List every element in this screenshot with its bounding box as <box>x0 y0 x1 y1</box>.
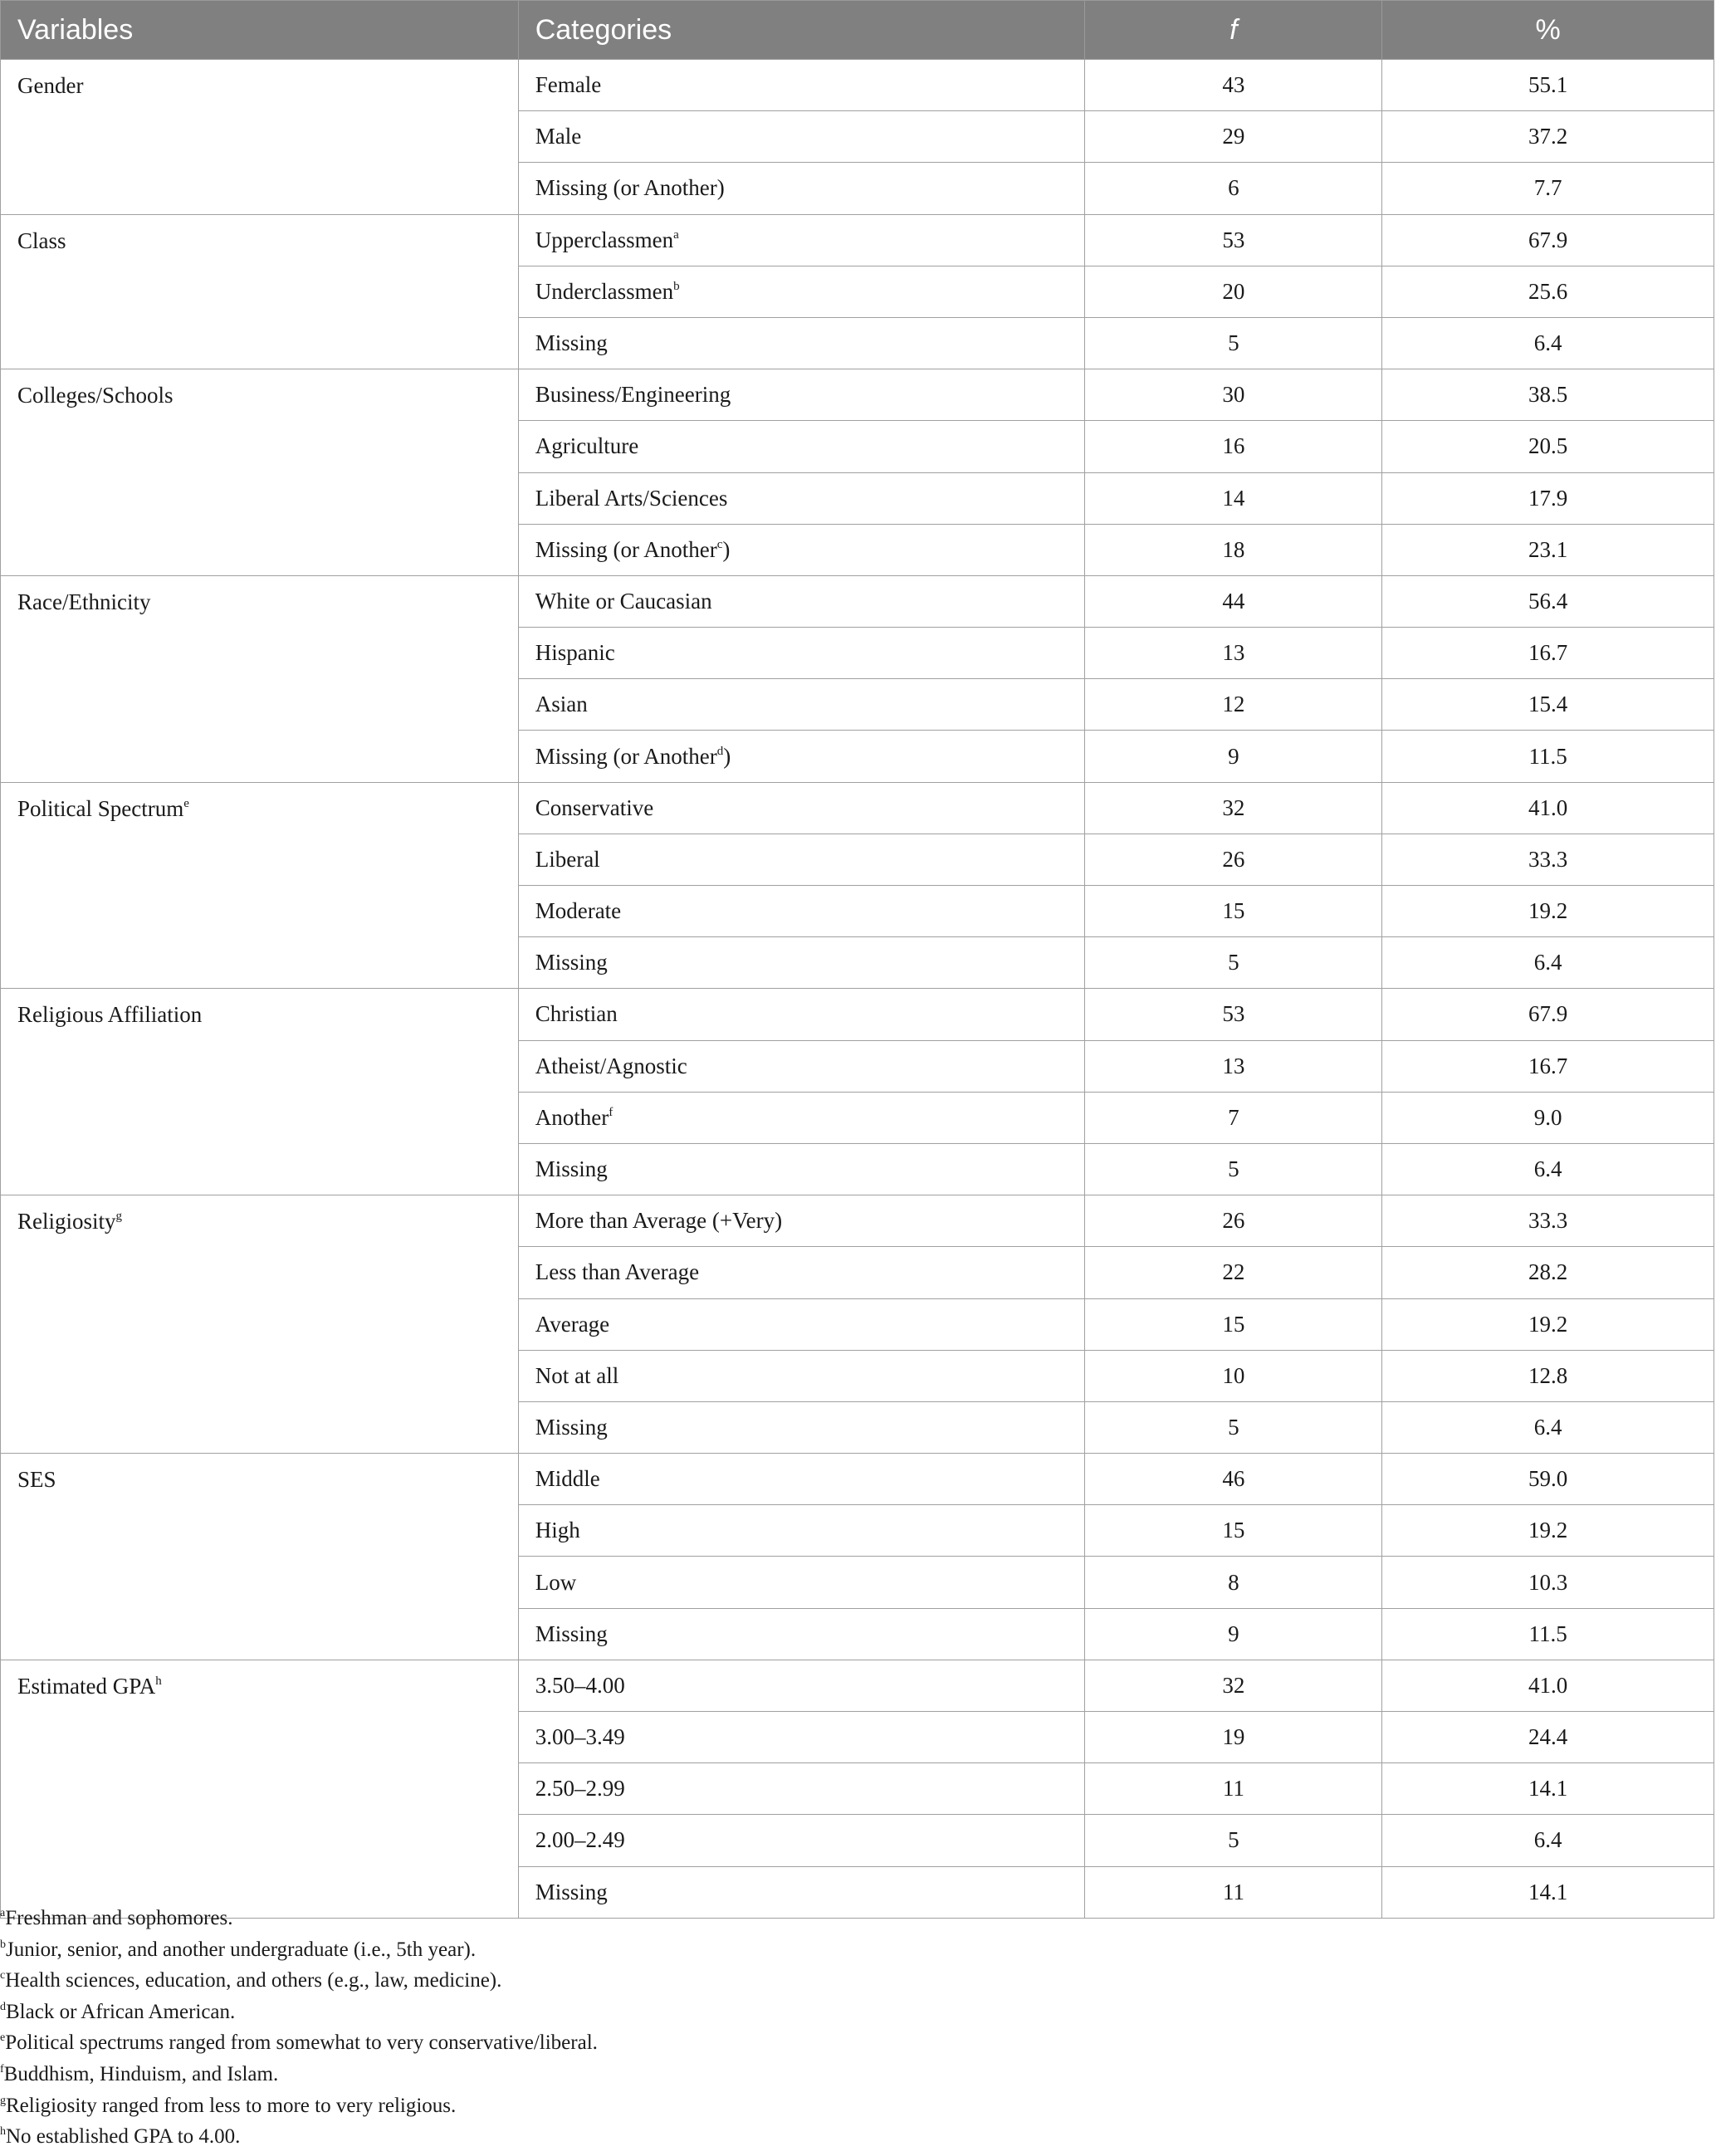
frequency-cell: 46 <box>1085 1454 1382 1505</box>
category-cell <box>518 886 1085 937</box>
table-row <box>1 60 1714 111</box>
category-label: Less than Average <box>535 1259 700 1285</box>
category-label: White or Caucasian <box>535 588 712 614</box>
footnote-text: Black or African American. <box>6 2000 236 2023</box>
percent-cell: 16.7 <box>1382 1040 1714 1092</box>
category-label: Male <box>535 124 582 149</box>
percent-cell: 41.0 <box>1382 782 1714 834</box>
variable-label: Religious Affiliation <box>17 1002 203 1028</box>
frequency-cell: 15 <box>1085 886 1382 937</box>
frequency-cell: 7 <box>1085 1092 1382 1143</box>
table-row <box>1 1660 1714 1711</box>
category-cell <box>518 1143 1085 1195</box>
category-cell <box>518 1454 1085 1505</box>
category-cell <box>518 1092 1085 1143</box>
percent-cell: 23.1 <box>1382 524 1714 575</box>
category-cell <box>518 1350 1085 1401</box>
category-label: Missing <box>535 950 608 975</box>
frequency-cell: 53 <box>1085 989 1382 1040</box>
frequency-cell: 18 <box>1085 524 1382 575</box>
category-label: Business/Engineering <box>535 382 731 408</box>
category-label: Atheist/Agnostic <box>535 1053 687 1078</box>
variable-label: Political Spectrum <box>17 795 184 821</box>
footnote-text: Health sciences, education, and others (e.g., law, medicine). <box>5 1969 502 1992</box>
percent-cell: 38.5 <box>1382 369 1714 421</box>
category-label: Another <box>535 1104 609 1130</box>
footnote-marker: f <box>609 1105 614 1119</box>
percent-cell: 67.9 <box>1382 989 1714 1040</box>
percent-cell: 14.1 <box>1382 1866 1714 1918</box>
category-cell <box>518 111 1085 163</box>
header-row <box>1 1 1714 60</box>
frequency-cell: 8 <box>1085 1557 1382 1608</box>
category-cell <box>518 1608 1085 1660</box>
category-cell <box>518 266 1085 317</box>
frequency-cell: 20 <box>1085 266 1382 317</box>
footnote-marker: e <box>0 2031 6 2045</box>
frequency-cell: 32 <box>1085 782 1382 834</box>
frequency-cell: 26 <box>1085 1195 1382 1247</box>
percent-cell: 25.6 <box>1382 266 1714 317</box>
variable-cell <box>1 989 519 1195</box>
category-cell <box>518 214 1085 266</box>
percent-cell: 11.5 <box>1382 731 1714 782</box>
variable-cell <box>1 782 519 989</box>
category-label: Not at all <box>535 1362 619 1388</box>
footnote-marker: e <box>183 796 189 810</box>
frequency-cell: 14 <box>1085 472 1382 524</box>
footnote-marker: a <box>0 1907 6 1919</box>
category-cell <box>518 834 1085 885</box>
category-cell <box>518 472 1085 524</box>
category-label: Missing (or Another <box>535 536 717 562</box>
category-label: Missing <box>535 1621 608 1646</box>
category-label: 3.50–4.00 <box>535 1672 625 1698</box>
footnote-text: Freshman and sophomores. <box>5 1907 233 1929</box>
footnote-marker: g <box>115 1210 123 1224</box>
frequency-cell: 6 <box>1085 163 1382 214</box>
variable-cell <box>1 1195 519 1454</box>
frequency-cell: 11 <box>1085 1763 1382 1815</box>
frequency-cell: 29 <box>1085 111 1382 163</box>
percent-cell: 6.4 <box>1382 1143 1714 1195</box>
category-cell <box>518 1298 1085 1350</box>
percent-cell: 20.5 <box>1382 421 1714 472</box>
category-cell <box>518 1557 1085 1608</box>
frequency-cell: 5 <box>1085 1815 1382 1866</box>
category-cell <box>518 1247 1085 1298</box>
footnote-marker: c <box>0 1969 6 1982</box>
percent-cell: 37.2 <box>1382 111 1714 163</box>
category-label: Agriculture <box>535 433 639 459</box>
percent-cell: 28.2 <box>1382 1247 1714 1298</box>
table-body <box>1 60 1714 1919</box>
category-label: Average <box>535 1311 610 1337</box>
variable-label: Class <box>17 227 66 253</box>
footnote <box>0 2059 1716 2090</box>
footnote-marker: c <box>716 537 723 551</box>
frequency-cell: 16 <box>1085 421 1382 472</box>
category-cell <box>518 1401 1085 1453</box>
frequency-cell: 15 <box>1085 1298 1382 1350</box>
category-label: Liberal Arts/Sciences <box>535 485 728 511</box>
variable-label: Gender <box>17 73 84 98</box>
percent-cell: 24.4 <box>1382 1712 1714 1763</box>
percent-cell: 6.4 <box>1382 937 1714 989</box>
category-cell <box>518 1040 1085 1092</box>
category-label: Underclassmen <box>535 278 674 304</box>
category-label: Christian <box>535 1001 618 1027</box>
category-cell <box>518 421 1085 472</box>
variable-label: Estimated GPA <box>17 1673 156 1699</box>
footnote-text: No established GPA to 4.00. <box>6 2125 241 2149</box>
category-cell <box>518 937 1085 989</box>
frequency-cell: 5 <box>1085 1401 1382 1453</box>
category-label: Liberal <box>535 846 600 872</box>
category-label: Low <box>535 1569 577 1595</box>
footnote-marker: f <box>0 2062 4 2075</box>
percent-cell: 41.0 <box>1382 1660 1714 1711</box>
footnote-marker: g <box>0 2094 6 2107</box>
footnote-text: Buddhism, Hinduism, and Islam. <box>3 2062 279 2085</box>
category-label: 2.00–2.49 <box>535 1827 625 1853</box>
variable-label: Race/Ethnicity <box>17 589 151 614</box>
footnote <box>0 2090 1716 2122</box>
frequency-cell: 32 <box>1085 1660 1382 1711</box>
variable-cell <box>1 575 519 782</box>
footnote-marker: h <box>0 2125 6 2139</box>
frequency-cell: 5 <box>1085 317 1382 369</box>
frequency-cell: 26 <box>1085 834 1382 885</box>
percent-cell: 16.7 <box>1382 628 1714 679</box>
category-cell <box>518 1660 1085 1711</box>
header-frequency: f <box>1085 1 1382 60</box>
frequency-cell: 13 <box>1085 628 1382 679</box>
variable-label: Religiosity <box>17 1209 116 1234</box>
percent-cell: 10.3 <box>1382 1557 1714 1608</box>
category-label: Missing <box>535 1879 608 1904</box>
footnote-marker: b <box>0 1938 6 1951</box>
percent-cell: 19.2 <box>1382 1298 1714 1350</box>
percent-cell: 6.4 <box>1382 1815 1714 1866</box>
category-label: High <box>535 1518 580 1543</box>
category-cell <box>518 1712 1085 1763</box>
percent-cell: 11.5 <box>1382 1608 1714 1660</box>
category-cell <box>518 782 1085 834</box>
category-cell <box>518 628 1085 679</box>
category-label: Missing (or Another <box>535 743 717 769</box>
table-row <box>1 214 1714 266</box>
percent-cell: 19.2 <box>1382 886 1714 937</box>
category-cell <box>518 575 1085 627</box>
category-cell <box>518 1195 1085 1247</box>
footnote-text: Political spectrums ranged from somewhat to very conservative/liberal. <box>5 2031 598 2055</box>
category-cell <box>518 369 1085 421</box>
category-cell <box>518 60 1085 111</box>
frequency-cell: 12 <box>1085 679 1382 731</box>
percent-cell: 9.0 <box>1382 1092 1714 1143</box>
category-cell <box>518 524 1085 575</box>
category-label: 2.50–2.99 <box>535 1776 625 1802</box>
percent-cell: 33.3 <box>1382 1195 1714 1247</box>
header-categories: Categories <box>518 1 1085 60</box>
category-cell <box>518 1815 1085 1866</box>
frequency-cell: 5 <box>1085 1143 1382 1195</box>
table-row <box>1 1195 1714 1247</box>
footnote <box>0 2121 1716 2153</box>
frequency-cell: 5 <box>1085 937 1382 989</box>
footnote <box>0 1965 1716 1997</box>
percent-cell: 19.2 <box>1382 1505 1714 1557</box>
category-label: Hispanic <box>535 640 615 666</box>
footnote-marker: h <box>155 1674 162 1688</box>
header-percent: % <box>1382 1 1714 60</box>
category-label: Missing <box>535 330 608 356</box>
footnote-marker: b <box>673 279 680 293</box>
frequency-cell: 10 <box>1085 1350 1382 1401</box>
category-cell <box>518 317 1085 369</box>
category-label: Female <box>535 72 602 98</box>
footnote-marker: d <box>716 744 724 758</box>
category-label: Moderate <box>535 898 622 924</box>
percent-cell: 7.7 <box>1382 163 1714 214</box>
category-label: Missing <box>535 1156 608 1182</box>
footnote-marker: a <box>673 227 679 242</box>
frequency-cell: 30 <box>1085 369 1382 421</box>
table-row <box>1 782 1714 834</box>
percent-cell: 33.3 <box>1382 834 1714 885</box>
category-label: More than Average (+Very) <box>535 1208 783 1234</box>
percent-cell: 56.4 <box>1382 575 1714 627</box>
category-cell <box>518 163 1085 214</box>
table-row <box>1 989 1714 1040</box>
variable-cell <box>1 1454 519 1660</box>
category-label: Middle <box>535 1466 600 1492</box>
percent-cell: 67.9 <box>1382 214 1714 266</box>
percent-cell: 59.0 <box>1382 1454 1714 1505</box>
category-cell <box>518 1763 1085 1815</box>
variable-cell <box>1 60 519 215</box>
variable-cell <box>1 214 519 369</box>
percent-cell: 14.1 <box>1382 1763 1714 1815</box>
category-label: Missing (or Another) <box>535 175 725 201</box>
category-label: Asian <box>535 692 588 717</box>
frequency-cell: 13 <box>1085 1040 1382 1092</box>
percent-cell: 12.8 <box>1382 1350 1714 1401</box>
category-cell <box>518 679 1085 731</box>
footnote <box>0 1997 1716 2028</box>
footnote-marker: d <box>0 2000 6 2013</box>
table-row <box>1 369 1714 421</box>
table-row <box>1 1454 1714 1505</box>
footnotes <box>0 1903 1716 2153</box>
footnote <box>0 1903 1716 1934</box>
category-label: Conservative <box>535 794 654 820</box>
frequency-cell: 43 <box>1085 60 1382 111</box>
category-cell <box>518 989 1085 1040</box>
category-suffix: ) <box>723 743 731 769</box>
footnote-text: Junior, senior, and another undergraduate (i.e., 5th year). <box>6 1938 477 1961</box>
percent-cell: 15.4 <box>1382 679 1714 731</box>
footnote-text: Religiosity ranged from less to more to very religious. <box>6 2094 457 2117</box>
category-suffix: ) <box>722 536 731 562</box>
footnote <box>0 2027 1716 2059</box>
category-label: Missing <box>535 1414 608 1440</box>
frequency-cell: 11 <box>1085 1866 1382 1918</box>
percent-cell: 55.1 <box>1382 60 1714 111</box>
category-label: 3.00–3.49 <box>535 1724 625 1750</box>
frequency-cell: 15 <box>1085 1505 1382 1557</box>
frequency-cell: 9 <box>1085 731 1382 782</box>
frequency-cell: 44 <box>1085 575 1382 627</box>
category-cell <box>518 1505 1085 1557</box>
variable-label: SES <box>17 1467 56 1493</box>
percent-cell: 17.9 <box>1382 472 1714 524</box>
header-variables: Variables <box>1 1 519 60</box>
category-label: Upperclassmen <box>535 227 674 252</box>
variable-cell <box>1 1660 519 1918</box>
frequency-cell: 53 <box>1085 214 1382 266</box>
variable-cell <box>1 369 519 576</box>
percent-cell: 6.4 <box>1382 1401 1714 1453</box>
frequency-cell: 9 <box>1085 1608 1382 1660</box>
table-row <box>1 575 1714 627</box>
variable-label: Colleges/Schools <box>17 383 174 408</box>
footnote <box>0 1934 1716 1966</box>
percent-cell: 6.4 <box>1382 317 1714 369</box>
category-cell <box>518 731 1085 782</box>
frequency-cell: 19 <box>1085 1712 1382 1763</box>
frequency-cell: 22 <box>1085 1247 1382 1298</box>
